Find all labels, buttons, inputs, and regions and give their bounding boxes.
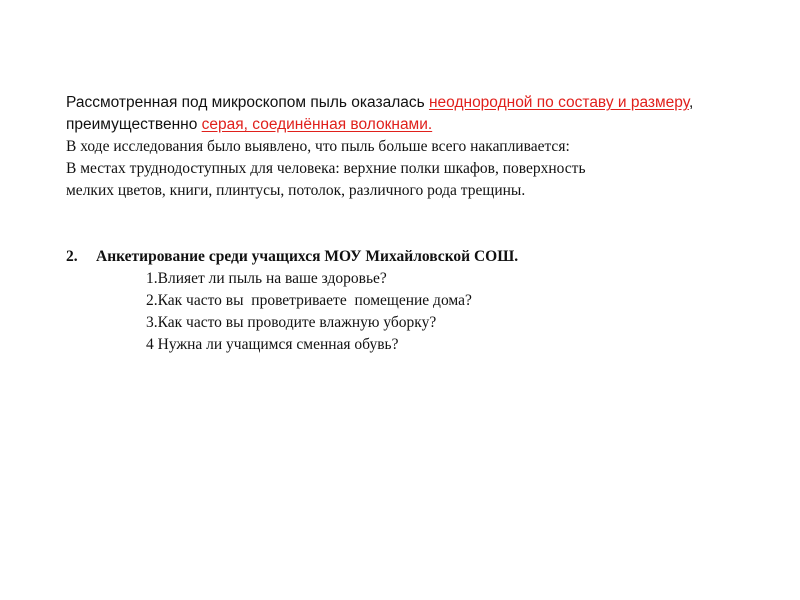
- findings-line: мелких цветов, книги, плинтусы, потолок, различного рода трещины.: [66, 182, 526, 199]
- survey-question: 3.Как часто вы проводите влажную уборку?: [146, 314, 437, 331]
- survey-section: [66, 246, 766, 356]
- findings-line: В местах труднодоступных для человека: верхние полки шкафов, поверхность: [66, 160, 586, 177]
- survey-question: 4 Нужна ли учащимся сменная обувь?: [146, 336, 399, 353]
- observation-mid-text: , преимущественно: [66, 94, 694, 133]
- microscope-observation-paragraph: [66, 92, 746, 136]
- survey-heading: [66, 246, 766, 268]
- survey-question: 1.Влияет ли пыль на ваше здоровье?: [146, 270, 387, 287]
- observation-lead-text: Рассмотренная под микроскопом пыль оказалась: [66, 94, 429, 111]
- survey-number: 2.: [66, 248, 78, 265]
- highlight-heterogeneous: неоднородной по составу и размеру: [429, 94, 689, 111]
- survey-question: 2.Как часто вы проветриваете помещение дома?: [146, 292, 472, 309]
- findings-paragraph: [66, 136, 766, 202]
- findings-line: В ходе исследования было выявлено, что пыль больше всего накапливается:: [66, 138, 570, 155]
- highlight-gray-fibers: серая, соединённая волокнами.: [201, 116, 433, 133]
- survey-title: Анкетирование среди учащихся МОУ Михайловской СОШ.: [96, 248, 519, 265]
